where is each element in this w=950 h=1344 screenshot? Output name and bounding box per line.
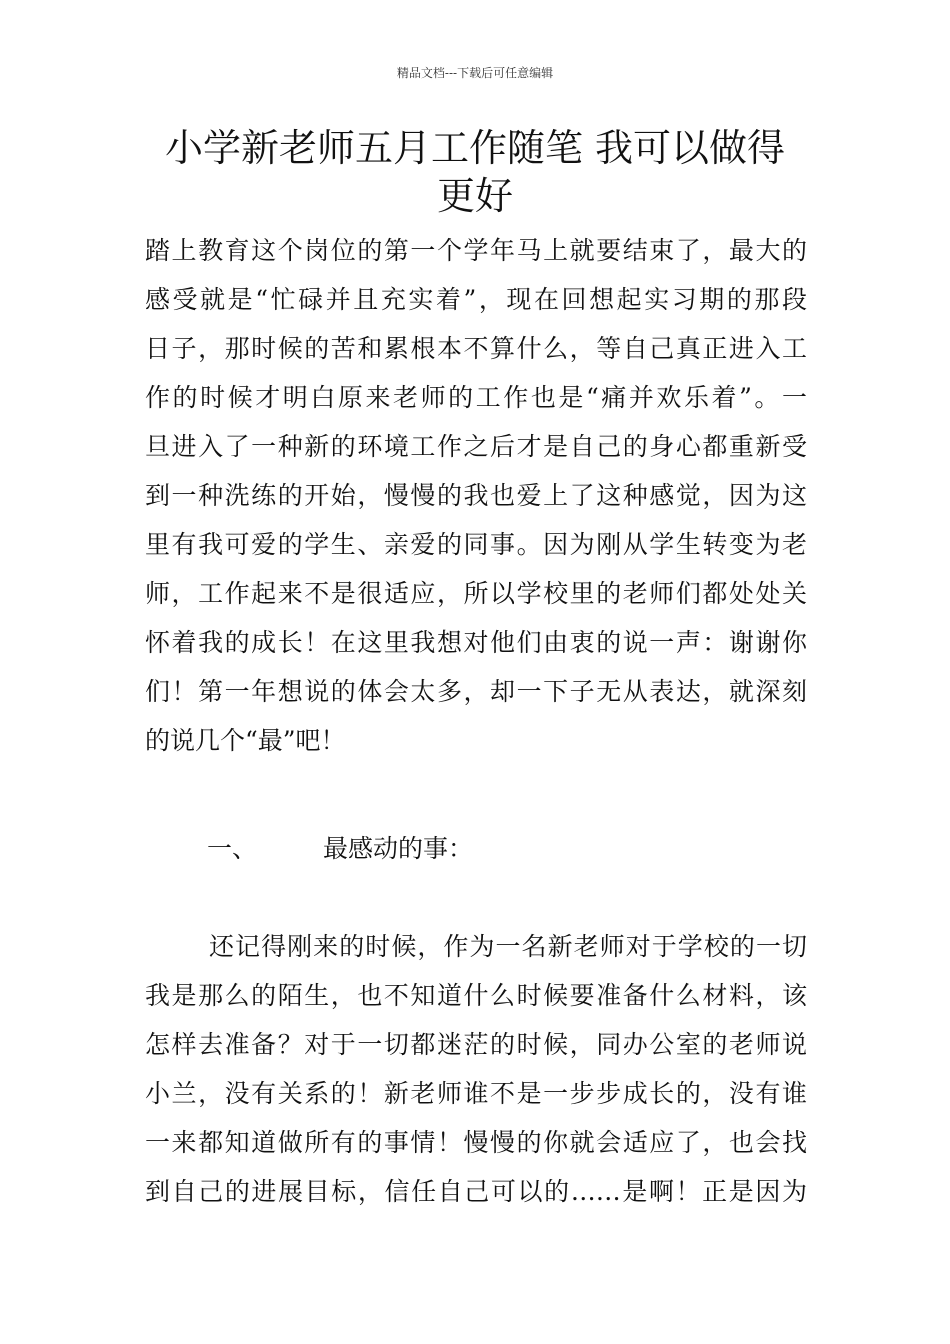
paragraph-line: 到自己的进展目标，信任自己可以的……是啊！正是因为 [145,1177,807,1206]
paragraph-line: 们！第一年想说的体会太多，却一下子无从表达，就深刻 [145,677,807,706]
body-paragraph [145,922,807,1216]
paragraph-line: 日子，那时候的苦和累根本不算什么，等自己真正进入工 [145,334,807,363]
paragraph-line: 的说几个“最”吧！ [145,726,346,755]
document-title [145,124,805,220]
paragraph-line: 一来都知道做所有的事情！慢慢的你就会适应了，也会找 [145,1128,807,1157]
paragraph-line: 作的时候才明白原来老师的工作也是“痛并欢乐着”。一 [145,383,807,412]
title-line-2: 更好 [436,174,513,218]
paragraph-line: 到一种洗练的开始，慢慢的我也爱上了这种感觉，因为这 [145,481,807,510]
paragraph-line: 师，工作起来不是很适应，所以学校里的老师们都处处关 [145,579,807,608]
paragraph-line: 怀着我的成长！在这里我想对他们由衷的说一声：谢谢你 [145,628,807,657]
paragraph-line: 怎样去准备？对于一切都迷茫的时候，同办公室的老师说 [145,1030,807,1059]
paragraph-line: 我是那么的陌生，也不知道什么时候要准备什么材料，该 [145,981,807,1010]
section-heading [145,824,807,873]
page-header: 精品文档---下载后可任意编辑 [396,66,554,80]
paragraph-line: 踏上教育这个岗位的第一个学年马上就要结束了，最大的 [145,236,807,265]
paragraph-line: 感受就是“忙碌并且充实着”，现在回想起实习期的那段 [145,285,807,314]
section-number: 一、 [207,834,258,863]
paragraph-line: 还记得刚来的时候，作为一名新老师对于学校的一切 [209,932,807,961]
paragraph-line: 旦进入了一种新的环境工作之后才是自己的身心都重新受 [145,432,807,461]
paragraph-line: 里有我可爱的学生、亲爱的同事。因为刚从学生转变为老 [145,530,807,559]
intro-paragraph [145,226,807,765]
section-title: 最感动的事： [323,834,474,863]
title-line-1: 小学新老师五月工作随笔 我可以做得 [164,126,786,170]
paragraph-line: 小兰，没有关系的！新老师谁不是一步步成长的，没有谁 [145,1079,807,1108]
